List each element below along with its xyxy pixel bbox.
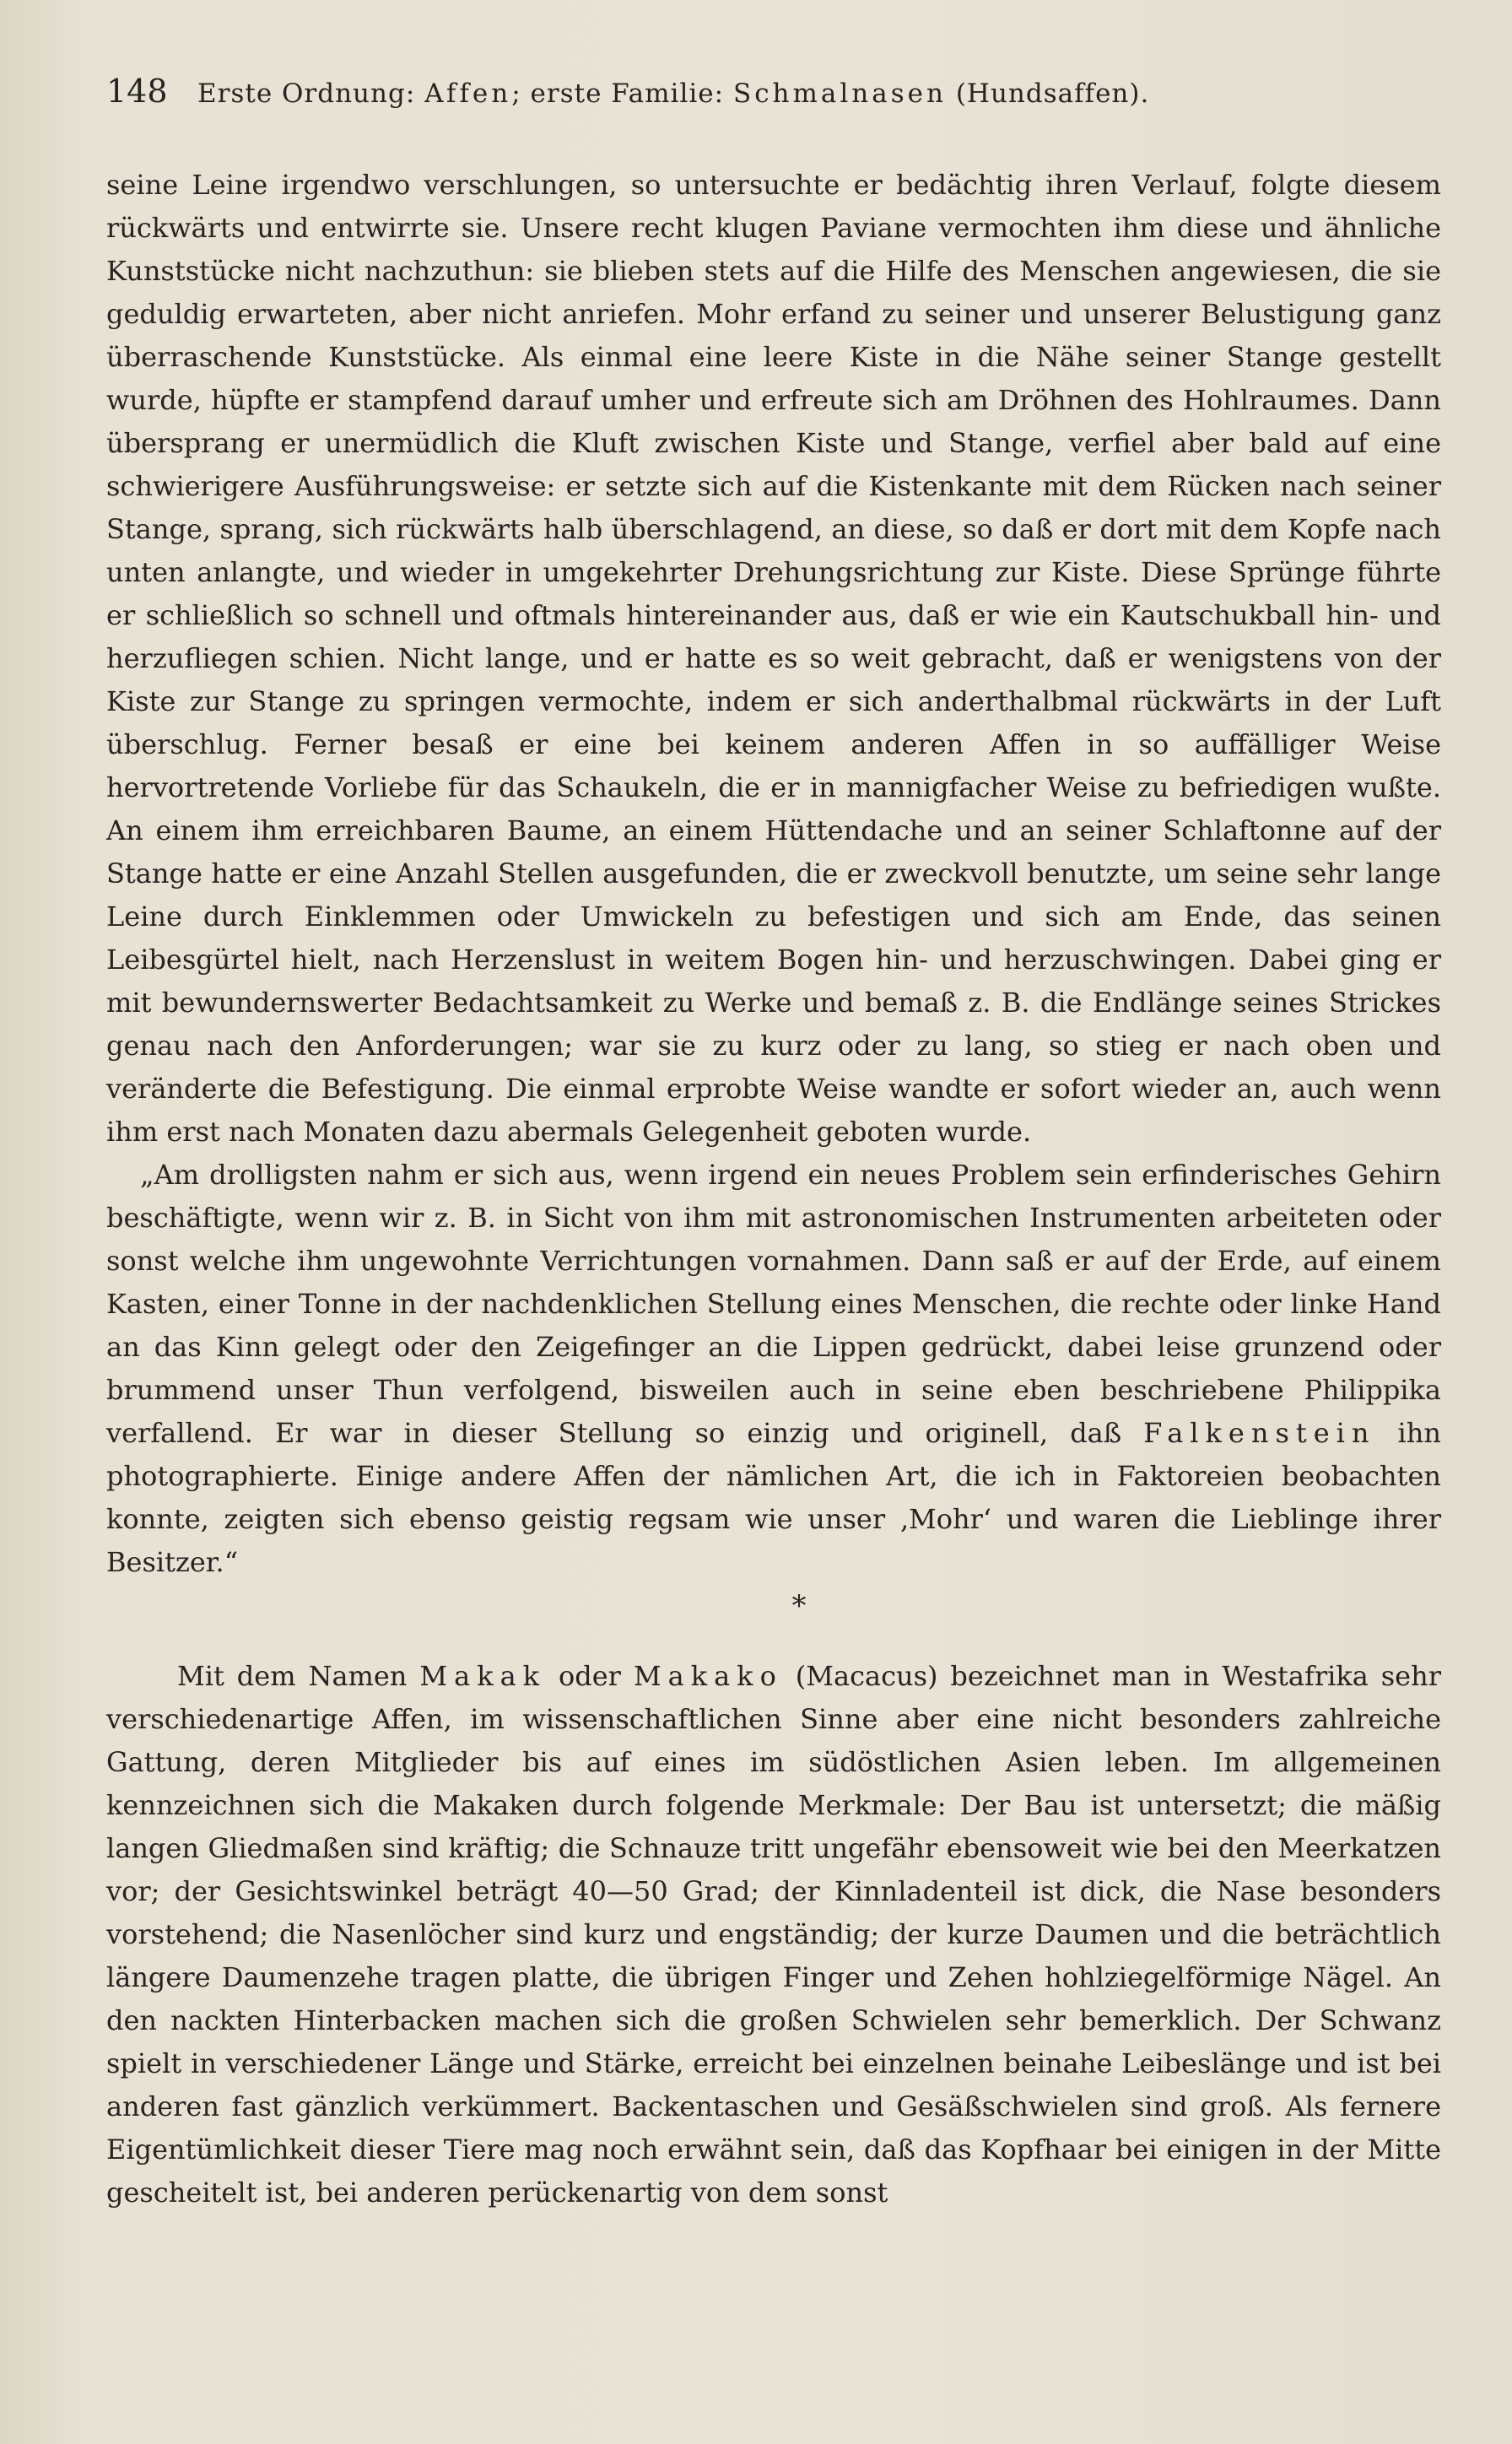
paragraph-continued: seine Leine irgendwo verschlungen, so untersuchte er bedächtig ihren Verlauf, folgte diesem rückwärts und entwirrte sie. Unsere recht klugen Paviane vermochten ihm diese und ähnliche Kunststücke nicht nachzuthun: sie blieben stets auf die Hilfe des Menschen angewiesen, die sie geduldig erwarteten, aber nicht anriefen. Mohr erfand zu seiner und unserer Belustigung ganz überraschende Kunststücke. Als einmal eine leere Kiste in die Nähe seiner Stange gestellt wurde, hüpfte er stampfend darauf umher und erfreute sich am Dröhnen des Hohlraumes. Dann übersprang er unermüdlich die Kluft zwischen Kiste und Stange, verfiel aber bald auf eine schwierigere Ausführungsweise: er setzte sich auf die Kistenkante mit dem Rücken nach seiner Stange, sprang, sich rückwärts halb überschlagend, an diese, so daß er dort mit dem Kopfe nach unten anlangte, und wieder in umgekehrter Drehungsrichtung zur Kiste. Diese Sprünge führte er schließlich so schnell und oftmals hintereinander aus, daß er wie ein Kautschukball hin- und herzufliegen schien. Nicht lange, und er hatte es so weit gebracht, daß er wenigstens von der Kiste zur Stange zu springen vermochte, indem er sich anderthalbmal rückwärts in der Luft überschlug. Ferner besaß er eine bei keinem anderen Affen in so auffälliger Weise hervortretende Vorliebe für das Schaukeln, die er in mannigfacher Weise zu befriedigen wußte. An einem ihm erreichbaren Baume, an einem Hüttendache und an seiner Schlaftonne auf der Stange hatte er eine Anzahl Stellen ausgefunden, die er zweckvoll benutzte, um seine sehr lange Leine durch Einklemmen oder Umwickeln zu befestigen und sich am Ende, das seinen Leibesgürtel hielt, nach Herzenslust in weitem Bogen hin- und herzuschwingen. Dabei ging er mit bewundernswerter Bedachtsamkeit zu Werke und bemaß z. B. die Endlänge seines Strickes genau nach den Anforderungen; war sie zu kurz oder zu lang, so stieg er nach oben und veränderte die Befestigung. Die einmal erprobte Weise wandte er sofort wieder an, auch wenn ihm erst nach Monaten dazu abermals Gelegenheit geboten wurde. [106,169,1441,1148]
paragraph-quote [106,1154,1441,1584]
term-makak: Makak [419,1660,547,1692]
paragraph-makak [106,1655,1441,2214]
makak-intro: Mit dem Namen [177,1660,420,1692]
page-body [106,164,1441,2214]
running-head-suffix: (Hundsaffen). [946,78,1150,109]
running-head-prefix: Erste Ordnung: [197,78,425,109]
quote-text-start: „Am drolligsten nahm er sich aus, wenn irgend ein neues Problem sein erfinderisches Gehirn beschäftigte, wenn wir z. B. in Sicht von ihm mit astronomischen Instrumenten arbeiteten oder sonst welche ihm ungewohnte Verrichtungen vornahmen. Dann saß er auf der Erde, auf einem Kasten, einer Tonne in der nachdenklichen Stellung eines Menschen, die rechte oder linke Hand an das Kinn gelegt oder den Zeigefinger an die Lippen gedrückt, dabei leise grunzend oder brummend unser Thun verfolgend, bisweilen auch in seine eben beschriebene Philippika verfallend. Er war in dieser Stellung so einzig und originell, daß [106,1159,1441,1449]
running-head-middle: ; erste Familie: [511,78,733,109]
term-makako: Makako [633,1660,783,1692]
makak-connector: oder [546,1660,634,1692]
running-head [197,78,1149,109]
makak-text: (Macacus) bezeichnet man in Westafrika sehr verschiedenartige Affen, im wissenschaftlichen Sinne aber eine nicht besonders zahlreiche Gattung, deren Mitglieder bis auf eines im südöstlichen Asien leben. Im allgemeinen kennzeichnen sich die Makaken durch folgende Merkmale: Der Bau ist untersetzt; die mäßig langen Gliedmaßen sind kräftig; die Schnauze tritt ungefähr ebensoweit wie bei den Meerkatzen vor; der Gesichtswinkel beträgt 40—50 Grad; der Kinnladenteil ist dick, die Nase besonders vorstehend; die Nasenlöcher sind kurz und engständig; der kurze Daumen und die beträchtlich längere Daumenzehe tragen platte, die übrigen Finger und Zehen hohlziegelförmige Nägel. An den nackten Hinterbacken machen sich die großen Schwielen sehr bemerklich. Der Schwanz spielt in verschiedener Länge und Stärke, erreicht bei einzelnen beinahe Leibeslänge und ist bei anderen fast gänzlich verkümmert. Backentaschen und Gesäßschwielen sind groß. Als fernere Eigentümlichkeit dieser Tiere mag noch erwähnt sein, daß das Kopfhaar bei einigen in der Mitte gescheitelt ist, bei anderen perückenartig von dem sonst [106,1660,1442,2209]
running-head-family: Schmalnasen [732,78,947,109]
person-name: Falkenstein [1143,1417,1376,1449]
running-head-order: Affen [424,78,512,109]
page-number: 148 [106,73,168,110]
quote-text-end: ihn photographierte. Einige andere Affen der nämlichen Art, die ich in Faktoreien beobachten konnte, zeigten sich ebenso geistig regsam wie unser ‚Mohr‘ und waren die Lieblinge ihrer Besitzer.“ [106,1417,1442,1578]
section-separator: * [791,1589,807,1623]
page-header [106,73,1441,132]
